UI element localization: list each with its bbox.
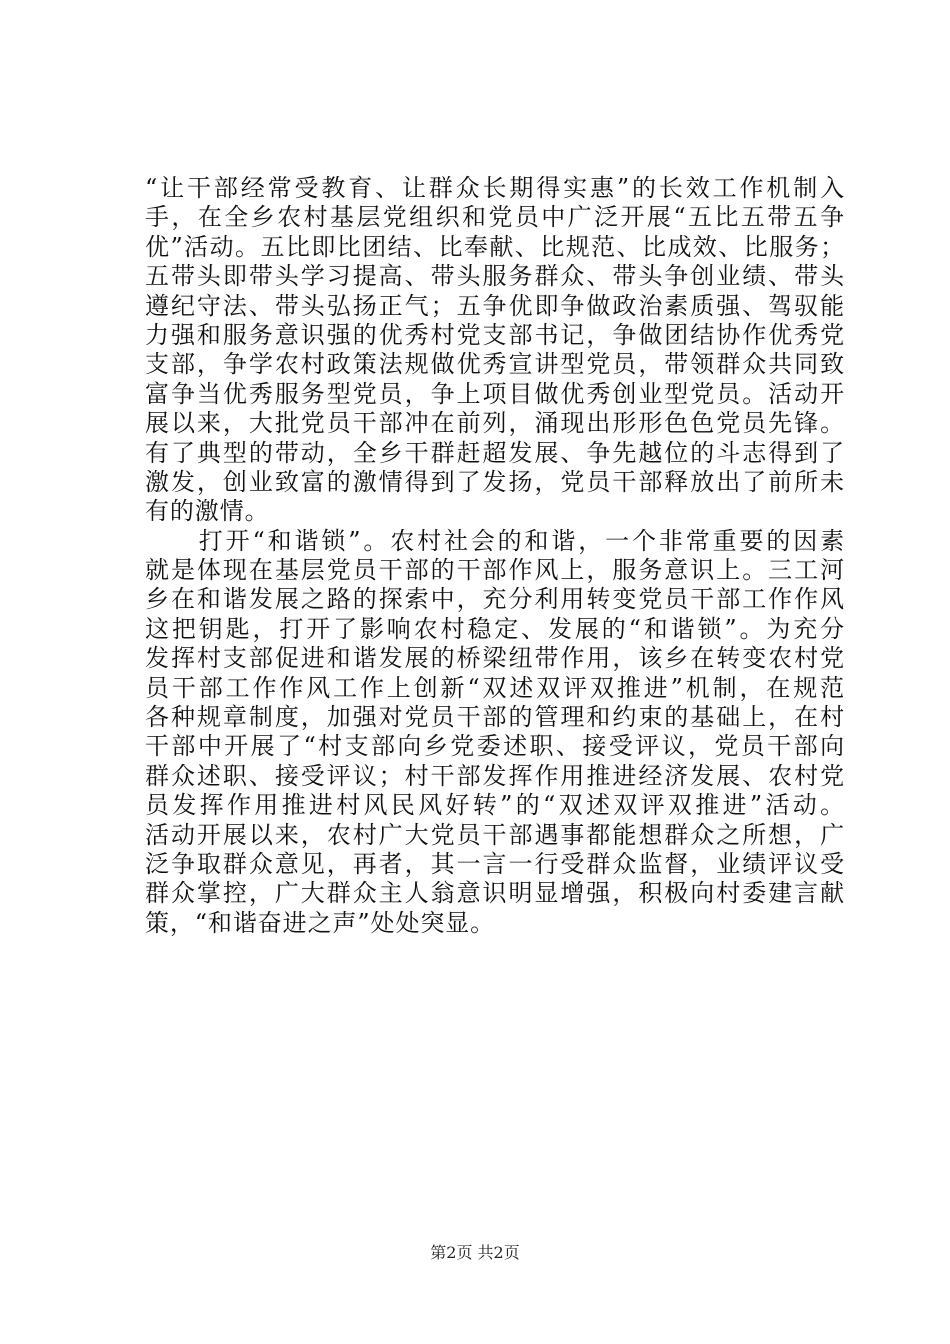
text-line: 力强和服务意识强的优秀村党支部书记，争做团结协作优秀党 [145,320,845,349]
text-line: 打开“和谐锁”。农村社会的和谐，一个非常重要的因素 [145,526,845,555]
text-line: 就是体现在基层党员干部的干部作风上，服务意识上。三工河 [145,556,845,585]
page-number-label: 第2页 共2页 [430,1243,520,1262]
page-footer [0,1243,950,1263]
text-line: “让干部经常受教育、让群众长期得实惠”的长效工作机制入 [145,174,845,202]
text-line: 员发挥作用推进村风民风好转”的“双述双评双推进”活动。 [145,791,845,820]
text-line: 策，“和谐奋进之声”处处突显。 [145,908,496,937]
text-line: 富争当优秀服务型党员，争上项目做优秀创业型党员。活动开 [145,379,845,408]
text-line: 发挥村支部促进和谐发展的桥梁纽带作用，该乡在转变农村党 [145,644,845,673]
text-line: 活动开展以来，农村广大党员干部遇事都能想群众之所想，广 [145,820,845,849]
text-line: 员干部工作作风工作上创新“双述双评双推进”机制，在规范 [145,673,845,702]
text-line: 泛争取群众意见，再者，其一言一行受群众监督，业绩评议受 [145,849,845,878]
text-line: 有的激情。 [145,497,270,526]
text-line: 群众掌控，广大群众主人翁意识明显增强，积极向村委建言献 [145,879,845,908]
text-line: 展以来，大批党员干部冲在前列，涌现出形形色色党员先锋。 [145,409,845,438]
text-line: 这把钥匙，打开了影响农村稳定、发展的“和谐锁”。为充分 [145,614,845,643]
text-line: 手，在全乡农村基层党组织和党员中广泛开展“五比五带五争 [145,203,845,232]
text-line: 乡在和谐发展之路的探索中，充分利用转变党员干部工作作风 [145,585,845,614]
text-line: 五带头即带头学习提高、带头服务群众、带头争创业绩、带头 [145,262,845,291]
text-line: 各种规章制度，加强对党员干部的管理和约束的基础上，在村 [145,703,845,732]
text-line: 遵纪守法、带头弘扬正气；五争优即争做政治素质强、驾驭能 [145,291,845,320]
text-line: 优”活动。五比即比团结、比奉献、比规范、比成效、比服务； [145,232,845,261]
text-line: 有了典型的带动，全乡干群赶超发展、争先越位的斗志得到了 [145,438,845,467]
text-line: 干部中开展了“村支部向乡党委述职、接受评议，党员干部向 [145,732,845,761]
text-line: 支部，争学农村政策法规做优秀宣讲型党员，带领群众共同致 [145,350,845,379]
text-line: 激发，创业致富的激情得到了发扬，党员干部释放出了前所未 [145,467,845,496]
text-line: 群众述职、接受评议；村干部发挥作用推进经济发展、农村党 [145,761,845,790]
body-text [145,174,845,938]
